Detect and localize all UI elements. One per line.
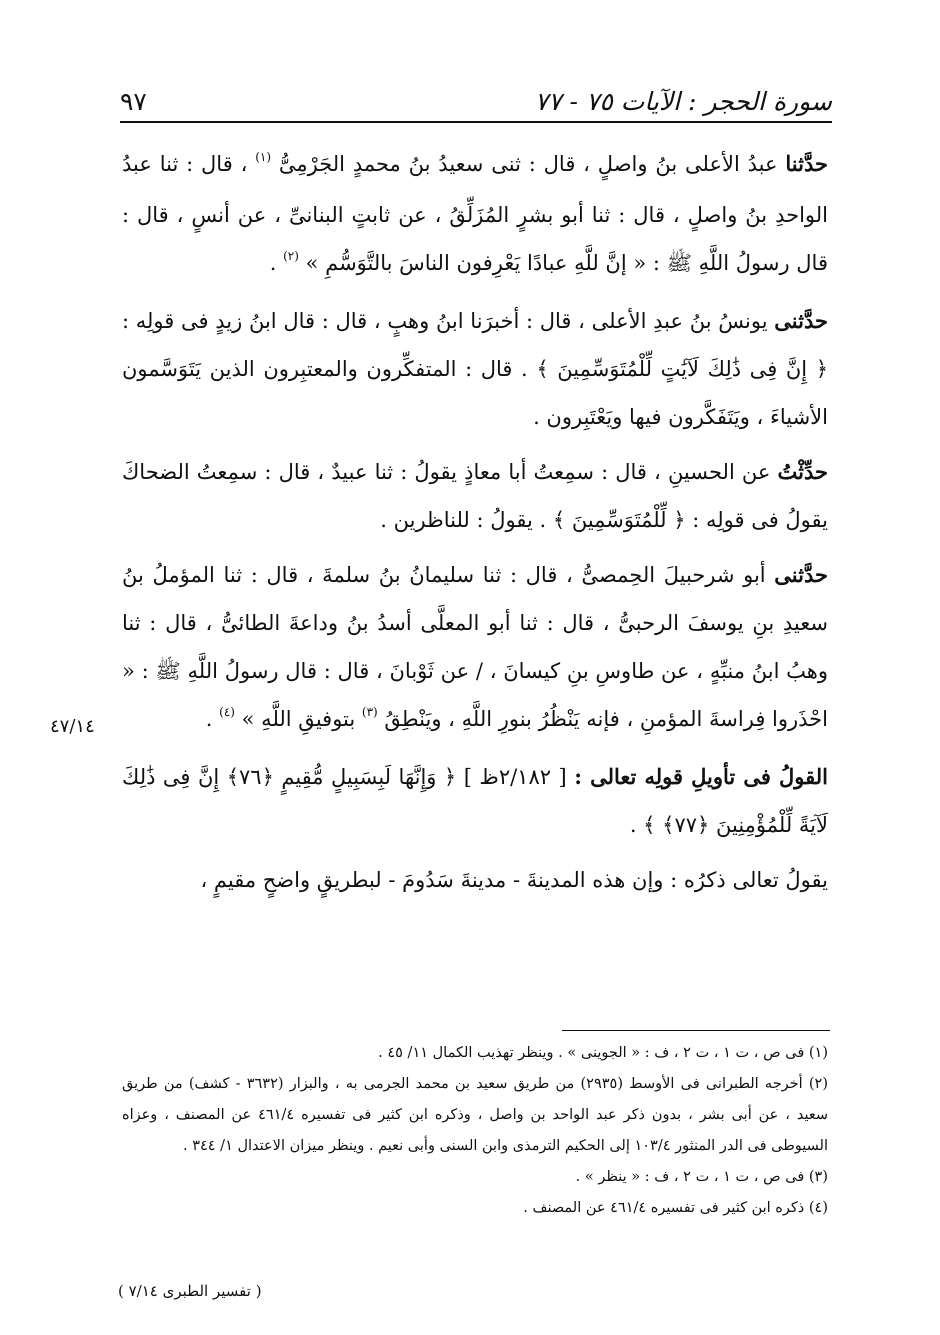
paragraph-text: عن الحسينِ ، قال : سمِعتُ أبا معاذٍ يقولُ : ثنا عبيدٌ ، قال : سمِعتُ الضحاكَ يقولُ فى قولِه : ﴿ لِّلْمُتَوَسِّمِينَ ﴾ . يقولُ : للناظرين . [122,460,828,532]
paragraph-text: عبدُ الأعلى بنُ واصلٍ ، قال : ثنى سعيدُ بنُ محمدٍ الجَرْمِىُّ [278,152,778,176]
folio-marker: [ ٢/١٨٢ظ ] [463,765,567,789]
paragraph-lead: حدَّثنا [785,151,828,176]
paragraph-lead: حدِّثْتُ [777,459,828,484]
header-rule [120,121,832,123]
paragraph-text: بتوفيقِ اللَّهِ » [241,707,356,731]
hadith-paragraph [122,448,828,544]
paragraph-text: . [205,707,213,731]
page-header [120,68,832,116]
footnote-ref: (١) [255,150,272,164]
footnote-ref: (٣) [361,705,378,719]
paragraph-text: أبو شرحبيلَ الحِمصىُّ ، قال : ثنا سليمانُ بنُ سلمةَ ، قال : ثنا المؤملُ بنُ سعيدِ بنِ يوسفَ الرحبىُّ ، قال : ثنا أبو المعلَّى أسدُ بنُ وداعةَ الطائىُّ ، قال : ثنا وهبُ ابنُ منبِّهٍ ، عن طاوسِ بنِ كيسانَ ، / عن ثَوْبانَ ، قال : قال رسولُ اللَّهِ ﷺ : « احْذَروا فِراسةَ المؤمنِ ، فإنه يَنْظُرُ بنورِ اللَّهِ ، ويَنْطِقُ [122,563,828,731]
footnote-rule [562,1030,830,1031]
margin-reference: ٤٧/١٤ [50,716,95,737]
page-number: ٩٧ [120,87,147,116]
paragraph-text: . [269,251,277,275]
footnote: (٣) فى ص ، ت ١ ، ت ٢ ، ف : « ينظر » . [575,1169,828,1185]
footnote-ref: (٢) [283,249,299,263]
hadith-paragraph [122,551,828,746]
quran-verse: ﴿ وَإِنَّهَا لَبِسَبِيلٍ مُّقِيمٍ ﴿٧٦﴾ إِنَّ فِى ذَٰلِكَ لَآيَةً لِّلْمُؤْمِنِينَ ﴿٧٧﴾ ﴾ . [122,765,828,837]
paragraph-lead: حدَّثنى [774,308,828,333]
heading-label: القولُ فى تأويلِ قولِه تعالى : [574,764,828,789]
footnote: (٤) ذكره ابن كثير فى تفسيره ٤٦١/٤ عن المصنف . [523,1200,828,1216]
footnote-ref: (٤) [219,705,235,719]
section-heading [122,753,828,849]
commentary-paragraph: يقولُ تعالى ذكرُه : وإن هذه المدينةَ - مدينةَ سَدُومَ - لبطريقٍ واضحٍ مقيمٍ ، [200,868,828,892]
paragraph-lead: حدَّثنى [774,562,828,587]
paragraph-text: يونسُ بنُ عبدِ الأعلى ، قال : أخبرَنا ابنُ وهبٍ ، قال : قال ابنُ زيدٍ فى قولِه : ﴿ إِنَّ فِى ذَٰلِكَ لَآيَٰتٍ لِّلْمُتَوَسِّمِينَ ﴾ . قال : المتفكِّرون والمعتبِرون الذين يَتَوَسَّمون الأشياءَ ، ويَتَفَكَّرون فيها ويَعْتَبِرون . [122,309,828,429]
footnote: (١) فى ص ، ت ١ ، ت ٢ ، ف : « الجوينى » . وينظر تهذيب الكمال ١١/ ٤٥ . [378,1045,828,1061]
footnote: (٢) أخرجه الطبرانى فى الأوسط (٢٩٣٥) من طريق سعيد بن محمد الجرمى به ، والبزار (٣٦٣٢ - كشف) من طريق سعيد ، عن أبى بشر ، بدون ذكر عبد الواحد بن واصل ، وذكره ابن كثير فى تفسيره ٤٦١/٤ عن المصنف ، وعزاه السيوطى فى الدر المنثور ١٠٣/٤ إلى الحكيم الترمذى وابن السنى وأبى نعيم . وينظر ميزان الاعتدال ١/ ٣٤٤ . [122,1076,828,1154]
main-text [122,140,828,911]
book-reference: ( تفسير الطبرى ٧/١٤ ) [118,1282,262,1300]
hadith-paragraph [122,297,828,441]
paragraph-text: ، قال : ثنا عبدُ الواحدِ بنُ واصلٍ ، قال : ثنا أبو بشرٍ المُزَلِّقُ ، عن ثابتٍ البنانىِّ ، عن أنسٍ ، قال : قال رسولُ اللَّهِ ﷺ : « إنَّ للَّهِ عبادًا يَعْرِفون الناسَ بالتَّوَسُّمِ » [122,152,828,275]
footnotes [122,1038,828,1224]
surah-title: سورة الحجر : الآيات ٧٥ - ٧٧ [534,87,832,116]
hadith-paragraph [122,140,828,290]
